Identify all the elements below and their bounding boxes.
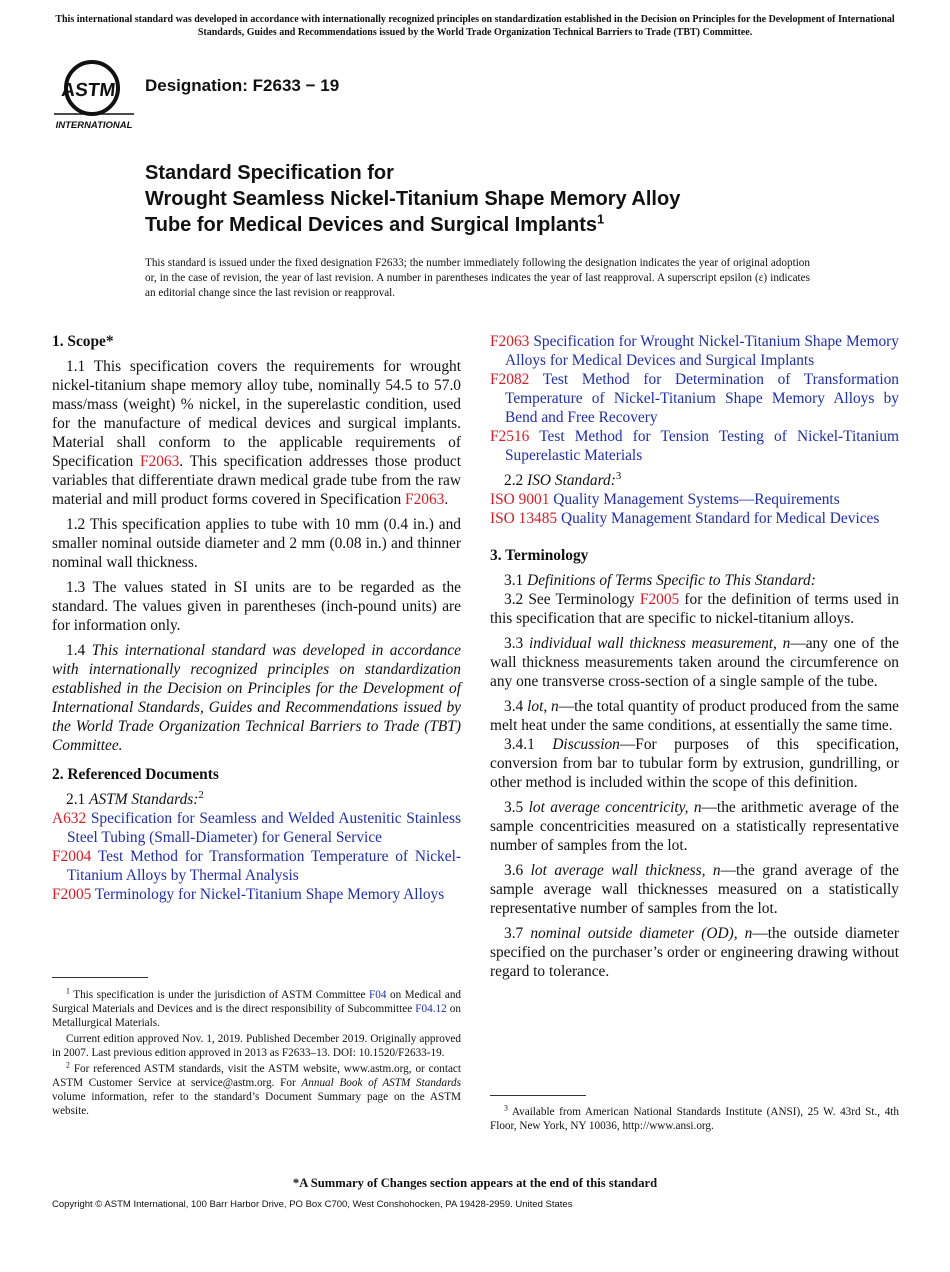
footnotes-left	[52, 988, 461, 1120]
ref-iso-13485[interactable]: ISO 13485 Quality Management Standard for Medical Devices	[490, 510, 880, 527]
astm-logo	[52, 56, 136, 134]
para-3-6: 3.6 lot average wall thickness, n—the grand average of the sample average wall thicknesses measured on a statistically representative number of samples from the lot.	[490, 862, 899, 917]
title-line-2: Wrought Seamless Nickel-Titanium Shape Memory Alloy	[145, 188, 681, 210]
ref-iso-9001[interactable]: ISO 9001 Quality Management Systems—Requirements	[490, 491, 840, 508]
scope-heading: 1. Scope*	[52, 333, 114, 350]
left-column	[52, 332, 461, 904]
link-f04-12[interactable]: F04.12	[415, 1003, 447, 1015]
footnote-3: $^3$ Available from American National Standards Institute (ANSI), 25 W. 43rd St., 4th Floor, New York, NY 10036, http://www.ansi.org.	[490, 1103, 899, 1132]
logo-org-text: INTERNATIONAL	[55, 120, 133, 131]
link-f2063[interactable]: F2063	[405, 491, 445, 508]
ref-f2005[interactable]: F2005 Terminology for Nickel-Titanium Shape Memory Alloys	[52, 886, 445, 903]
ref-f2004[interactable]: F2004 Test Method for Transformation Temperature of Nickel-Titanium Alloys by Thermal Analysis	[52, 848, 461, 884]
ref-f2516[interactable]: F2516 Test Method for Tension Testing of Nickel-Titanium Superelastic Materials	[490, 428, 899, 464]
footnote-divider	[52, 977, 148, 978]
title-line-1: Standard Specification for	[145, 162, 394, 184]
footnote-1: $^1$ This specification is under the jurisdiction of ASTM Committee F04 on Medical and Surgical Materials and Devices and is the direct responsibility of Subcommittee F04.12 on Metallurgical Materials.	[52, 986, 462, 1029]
para-3-4-1: 3.4.1 Discussion—For purposes of this specification, conversion from bar to tubular form by extrusion, gundrilling, or other method is included within the scope of this definition.	[490, 736, 899, 791]
footnote-2: $^2$ For referenced ASTM standards, visit the ASTM website, www.astm.org, or contact ASTM Customer Service at service@astm.org. For Annual Book of ASTM Standards volume information, refer to the standard’s Document Summary page on the ASTM website.	[52, 1060, 461, 1117]
para-1-2: 1.2 This specification applies to tube with 10 mm (0.4 in.) and smaller nominal outside diameter and 2 mm (0.08 in.) and thinner nominal wall thickness.	[52, 516, 461, 571]
link-f2063[interactable]: F2063	[139, 453, 180, 470]
para-1-1: 1.1 This specification covers the requirements for wrought nickel-titanium shape memory alloy tube, nominally 54.5 to 57.0 mass/mass (weight) % nickel, in the superelastic condition, used for the manufacture of medical devices and surgical implants. Material shall conform to the applicable requirements of Specification F2063. This specification addresses those product variables that differentiate drawn medical grade tube from the raw material and mill product forms covered in Specification F2063.	[52, 358, 461, 508]
terminology-heading: 3. Terminology	[490, 547, 589, 564]
para-3-3: 3.3 individual wall thickness measurement, n—any one of the wall thickness measurements taken around the circumference on any one transverse cross-section of a single sample of the tube.	[490, 635, 900, 690]
summary-of-changes-note: *A Summary of Changes section appears at the end of this standard	[292, 1176, 658, 1190]
designation: Designation: F2633 − 19	[145, 76, 340, 95]
right-column	[490, 332, 899, 987]
refdocs-heading: 2. Referenced Documents	[52, 766, 219, 783]
para-1-4: 1.4 This international standard was developed in accordance with internationally recognized principles on standardization established in the Decision on Principles for the Development of International Standards, Guides and Recommendations issued by the World Trade Organization Technical Barriers to Trade (TBT) Committee.	[52, 642, 461, 754]
para-2-2: 2.2 ISO Standard:$^3$	[504, 469, 622, 489]
link-f2005[interactable]: F2005	[639, 591, 680, 608]
document-title	[145, 160, 865, 238]
para-3-5: 3.5 lot average concentricity, n—the arithmetic average of the sample concentricities measured on a statistically representative number of samples from the lot.	[490, 799, 900, 854]
para-3-7: 3.7 nominal outside diameter (OD), n—the outside diameter specified on the purchaser’s order or engineering drawing without regard to tolerance.	[490, 925, 899, 980]
para-3-1: 3.1 Definitions of Terms Specific to This Standard:	[504, 572, 816, 589]
copyright: Copyright © ASTM International, 100 Barr Harbor Drive, PO Box C700, West Conshohocken, PA 19428-2959. United States	[52, 1199, 573, 1210]
footnote-1-edition: Current edition approved Nov. 1, 2019. Published December 2019. Originally approved in 2007. Last previous edition approved in 2013 as F2633–13. DOI: 10.1520/F2633-19.	[52, 1033, 461, 1059]
para-1-3: 1.3 The values stated in SI units are to be regarded as the standard. The values given in parentheses (inch-pound units) are for information only.	[52, 579, 461, 634]
astm-logo-icon	[52, 56, 136, 134]
title-line-3: Tube for Medical Devices and Surgical Implants$^1$	[145, 211, 605, 236]
footnote-divider	[490, 1095, 586, 1096]
logo-mark-text: ASTM	[60, 80, 117, 101]
para-3-4: 3.4 lot, n—the total quantity of product produced from the same melt heat under the same conditions, at essentially the same time.	[490, 698, 899, 734]
ref-f2063[interactable]: F2063 Specification for Wrought Nickel-Titanium Shape Memory Alloys for Medical Devices and Surgical Implants	[490, 333, 899, 369]
ref-a632[interactable]: A632 Specification for Seamless and Welded Austenitic Stainless Steel Tubing (Small-Diameter) for General Service	[52, 810, 461, 846]
para-2-1: 2.1 ASTM Standards:$^2$	[66, 788, 204, 808]
title-footnote-mark: 1	[596, 211, 605, 227]
footnotes-right	[490, 1105, 899, 1135]
link-f04[interactable]: F04	[369, 989, 387, 1001]
standard-notice: This international standard was developed in accordance with internationally recognized principles on standardization established in the Decision on Principles for the Development of International Standards, Guides and Recommendations issued by the World Trade Organization Technical Barriers to Trade (TBT) Committee.	[55, 14, 895, 38]
para-3-2: 3.2 See Terminology F2005 for the definition of terms used in this specification that are specific to nickel-titanium alloys.	[490, 591, 899, 627]
issuance-note: This standard is issued under the fixed designation F2633; the number immediately following the designation indicates the year of original adoption or, in the case of revision, the year of last revision. A number in parentheses indicates the year of last reapproval. A superscript epsilon (ε) indicates an editorial change since the last revision or reapproval.	[145, 257, 810, 299]
ref-f2082[interactable]: F2082 Test Method for Determination of Transformation Temperature of Nickel-Titanium Shape Memory Alloys by Bend and Free Recovery	[490, 371, 899, 426]
